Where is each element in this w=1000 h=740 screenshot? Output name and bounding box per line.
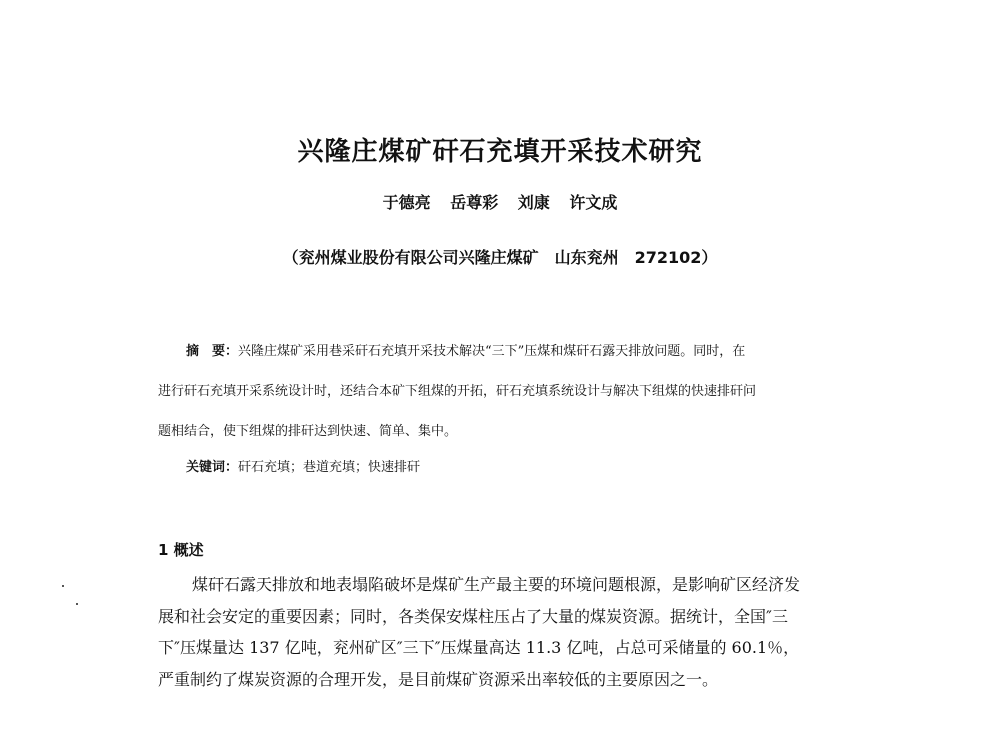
abstract-line: 进行矸石充填开采系统设计时，还结合本矿下组煤的开拓，矸石充填系统设计与解决下组煤的快速排矸问	[158, 384, 757, 399]
body-line: 展和社会安定的重要因素；同时，各类保安煤柱压占了大量的煤炭资源。据统计，全国″三	[158, 606, 788, 626]
abstract-text: 兴隆庄煤矿采用巷采矸石充填开采技术解决“三下”压煤和煤矸石露天排放问题。同时，在	[238, 344, 746, 359]
author-name: 许文成	[569, 193, 618, 212]
section-body	[158, 569, 838, 695]
abstract-line: 题相结合，使下组煤的排矸达到快速、简单、集中。	[158, 424, 458, 439]
scan-speck	[76, 603, 78, 605]
abstract	[158, 332, 838, 452]
paper-title: 兴隆庄煤矿矸石充填开采技术研究	[297, 137, 703, 167]
author-name: 岳尊彩	[450, 193, 499, 212]
author-name: 刘康	[517, 193, 550, 212]
section-heading: 1 概述	[158, 541, 204, 559]
abstract-label: 摘 要：	[186, 344, 239, 359]
body-line: 煤矸石露天排放和地表塌陷破坏是煤矿生产最主要的环境问题根源，是影响矿区经济发	[192, 575, 801, 594]
body-line: 严重制约了煤炭资源的合理开发，是目前煤矿资源采出率较低的主要原因之一。	[158, 669, 719, 689]
abstract-line	[158, 332, 838, 372]
keywords-label: 关键词：	[186, 460, 239, 475]
affiliation: （兖州煤业股份有限公司兴隆庄煤矿 山东兖州 272102）	[282, 248, 718, 267]
scan-speck	[62, 585, 64, 587]
body-line: 下″压煤量达 137 亿吨，兖州矿区″三下″压煤量高达 11.3 亿吨，占总可采储量的 60.1％，	[158, 638, 800, 657]
keywords-text: 矸石充填；巷道充填；快速排矸	[238, 460, 421, 475]
author-list	[0, 190, 1000, 213]
author-name: 于德亮	[382, 193, 431, 212]
keywords	[186, 456, 420, 475]
